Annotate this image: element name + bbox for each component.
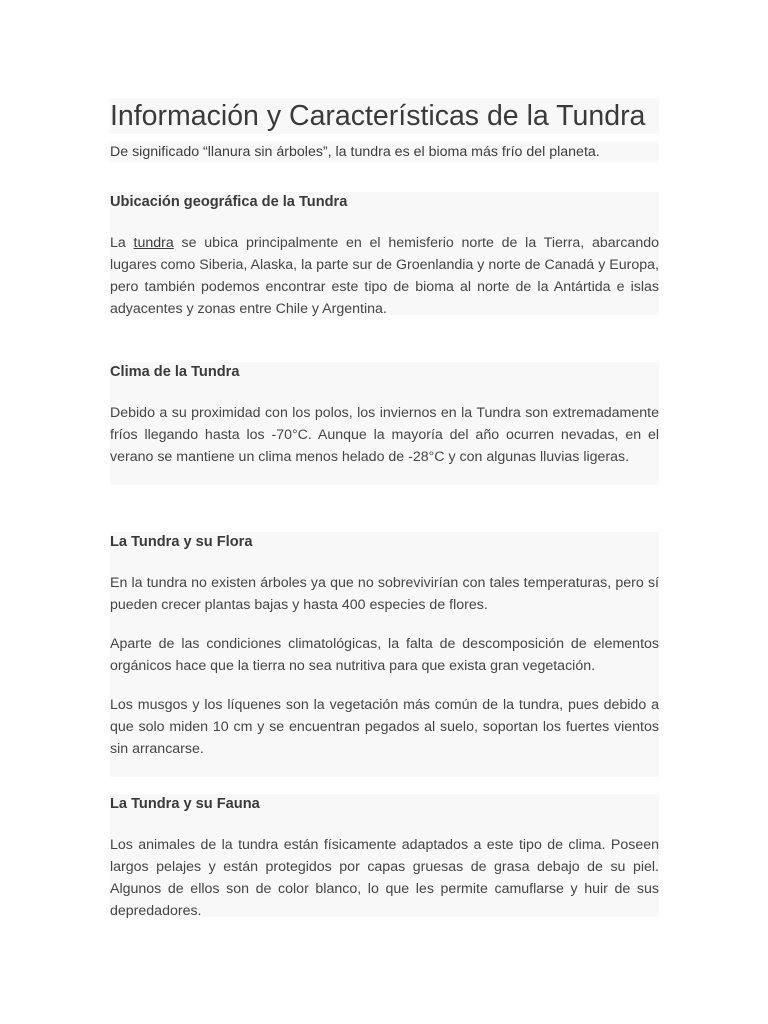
section-heading-fauna: La Tundra y su Fauna	[110, 796, 260, 812]
title-block	[110, 98, 659, 134]
paragraph-clima: Debido a su proximidad con los polos, los inviernos en la Tundra son extremadamente fríos llegando hasta los -70°C. Aunque la mayoría del año ocurren nevadas, en el verano se mantiene un clima menos helado de -28°C y con algunas lluvias ligeras.	[110, 405, 659, 465]
article	[110, 98, 659, 919]
paragraph-text: se ubica principalmente en el hemisferio norte de la Tierra, abarcando lugares como Siberia, Alaska, la parte sur de Groenlandia y norte de Canadá y Europa, pero también podemos encontrar este tipo de bioma al norte de la Antártida e islas adyacentes y zonas entre Chile y Argentina.	[110, 235, 659, 317]
section-flora	[110, 532, 659, 777]
page-subtitle: De significado “llanura sin árboles”, la tundra es el bioma más frío del planeta.	[110, 142, 659, 162]
paragraph-flora-2: Aparte de las condiciones climatológicas, la falta de descomposición de elementos orgánicos hace que la tierra no sea nutritiva para que exista gran vegetación.	[110, 636, 659, 674]
section-heading-ubicacion: Ubicación geográfica de la Tundra	[110, 194, 348, 210]
section-heading-flora: La Tundra y su Flora	[110, 534, 253, 550]
section-ubicacion	[110, 192, 659, 315]
paragraph-flora-3: Los musgos y los líquenes son la vegetación más común de la tundra, pues debido a que solo miden 10 cm y se encuentran pegados al suelo, soportan los fuertes vientos sin arrancarse.	[110, 697, 659, 757]
section-clima	[110, 362, 659, 485]
paragraph-prefix: La	[110, 235, 134, 251]
section-fauna	[110, 794, 659, 917]
paragraph-fauna: Los animales de la tundra están físicamente adaptados a este tipo de clima. Poseen largos pelajes y están protegidos por capas gruesas de grasa debajo de su piel. Algunos de ellos son de color blanco, lo que les permite camuflarse y huir de sus depredadores.	[110, 837, 659, 919]
tundra-link[interactable]: tundra	[133, 235, 174, 251]
section-heading-clima: Clima de la Tundra	[110, 364, 240, 380]
paragraph-ubicacion	[110, 232, 659, 320]
paragraph-flora-1: En la tundra no existen árboles ya que no sobrevivirían con tales temperaturas, pero sí pueden crecer plantas bajas y hasta 400 especies de flores.	[110, 575, 659, 613]
page-title: Información y Características de la Tundra	[110, 100, 646, 132]
